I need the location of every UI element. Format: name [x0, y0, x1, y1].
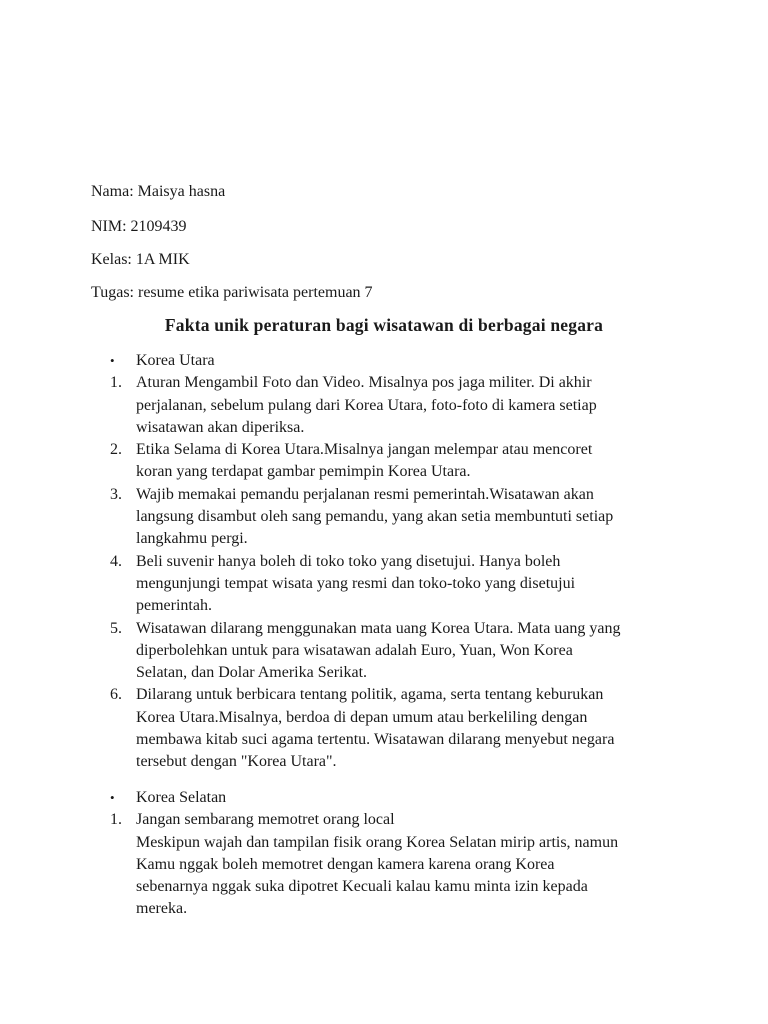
list-item [110, 809, 710, 920]
item-text: Dilarang untuk berbicara tentang politik, agama, serta tentang keburukan Korea Utara.Misalnya, berdoa di depan umum atau berkeliling dengan membawa kitab suci agama tertentu. Wisatawan dilarang menyebut negara tersebut dengan "Korea Utara". [136, 686, 615, 771]
assignment-title: Tugas: resume etika pariwisata pertemuan 7 [91, 284, 373, 301]
student-name: Nama: Maisya hasna [91, 183, 226, 200]
student-nim: NIM: 2109439 [91, 218, 187, 235]
item-text: Wajib memakai pemandu perjalanan resmi pemerintah.Wisatawan akan langsung disambut oleh sang pemandu, yang akan setia membuntuti setiap langkahmu pergi. [136, 485, 614, 548]
item-text: Aturan Mengambil Foto dan Video. Misalnya pos jaga militer. Di akhir perjalanan, sebelum pulang dari Korea Utara, foto-foto di kamera setiap wisatawan akan diperiksa. [136, 374, 597, 436]
bullet-icon: • [110, 790, 115, 805]
item-number: 2. [110, 441, 122, 459]
item-number: 6. [110, 686, 122, 704]
item-text: Etika Selama di Korea Utara.Misalnya jangan melempar atau mencoret koran yang terdapat gambar pemimpin Korea Utara. [136, 441, 593, 481]
list-item [110, 372, 710, 439]
list-item [110, 484, 710, 551]
section-heading [110, 787, 710, 809]
list-item [110, 439, 710, 484]
list-item [110, 684, 710, 773]
item-number: 1. [110, 811, 122, 829]
item-number: 3. [110, 485, 122, 503]
item-text: Jangan sembarang memotret orang local Meskipun wajah dan tampilan fisik orang Korea Selatan mirip artis, namun Kamu nggak boleh memotret dengan kamera karena orang Korea sebenarnya nggak suka dipotret Kecuali kalau kamu minta izin kepada mereka. [136, 811, 619, 918]
section-heading [110, 350, 710, 372]
section-korea-selatan [110, 787, 710, 921]
list-item [110, 551, 710, 618]
bullet-icon: • [110, 353, 115, 368]
item-text: Wisatawan dilarang menggunakan mata uang Korea Utara. Mata uang yang diperbolehkan untuk para wisatawan adalah Euro, Yuan, Won Korea Selatan, dan Dolar Amerika Serikat. [136, 619, 621, 682]
item-number: 1. [110, 374, 122, 392]
item-number: 5. [110, 619, 122, 637]
student-class: Kelas: 1A MIK [91, 251, 190, 268]
section-korea-utara [110, 350, 710, 774]
document-title: Fakta unik peraturan bagi wisatawan di berbagai negara [164, 315, 604, 335]
item-text: Beli suvenir hanya boleh di toko toko yang disetujui. Hanya boleh mengunjungi tempat wisata yang resmi dan toko-toko yang disetujui pemerintah. [136, 552, 576, 615]
item-number: 4. [110, 552, 122, 570]
country-label: Korea Utara [136, 352, 215, 369]
country-label: Korea Selatan [136, 789, 227, 806]
list-item [110, 618, 710, 685]
